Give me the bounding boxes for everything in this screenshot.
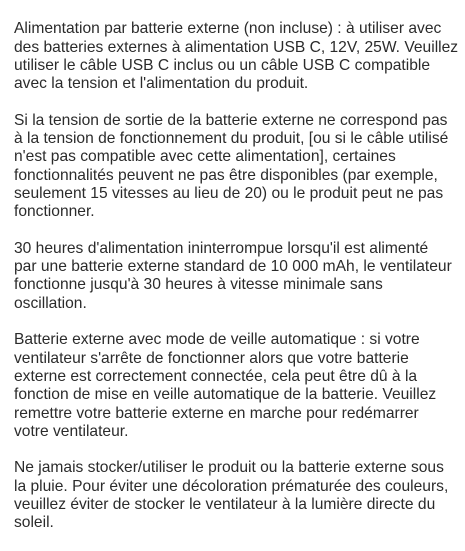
paragraph-auto-standby: Batterie externe avec mode de veille automatique : si votre ventilateur s'arrête de fonctionner alors que votre batterie externe est correctement connectée, cela peut être dû à la fonction de mise en veille automatique de la batterie. Veuillez remettre votre batterie externe en marche pour redémarrer votre ventilateur. bbox=[14, 331, 437, 440]
paragraph-storage-warning: Ne jamais stocker/utiliser le produit ou la batterie externe sous la pluie. Pour éviter une décoloration prématurée des couleurs, veuillez éviter de stocker le ventilateur à la lumière directe du soleil. bbox=[14, 459, 449, 532]
paragraph-voltage-warning: Si la tension de sortie de la batterie externe ne correspond pas à la tension de fonctionnement du produit, [ou si le câble utilisé n'est pas compatible avec cette alimentation], certaines fonctionnalités peuvent ne pas être disponibles (par exemple, seulement 15 vitesses au lieu de 20) ou le produit peut ne pas fonctionner. bbox=[14, 111, 449, 221]
paragraph-runtime: 30 heures d'alimentation ininterrompue lorsqu'il est alimenté par une batterie externe standard de 10 000 mAh, le ventilateur fonctionne jusqu'à 30 heures à vitesse minimale sans oscillation. bbox=[14, 239, 452, 312]
paragraph-power-bank: Alimentation par batterie externe (non incluse) : à utiliser avec des batteries externes à alimentation USB C, 12V, 25W. Veuillez utiliser le câble USB C inclus ou un câble USB C compatible avec la tension et l'alimentation du produit. bbox=[14, 20, 459, 93]
